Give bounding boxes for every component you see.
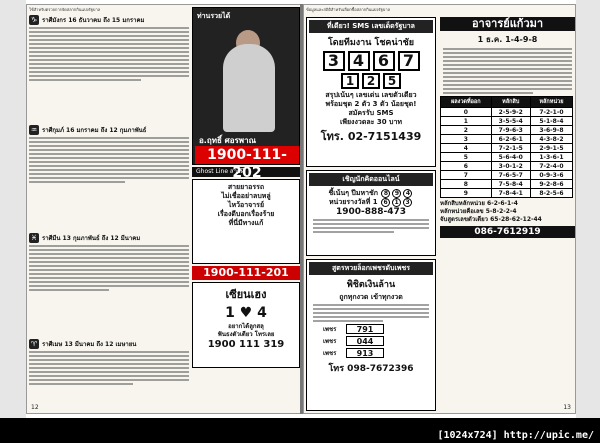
lucky-number: 5 — [383, 73, 401, 89]
right-page — [303, 4, 576, 414]
column-phone: 086-7612919 — [440, 226, 575, 238]
sms-line: สมัครรับ SMS — [348, 109, 394, 117]
page-number: 12 — [31, 404, 39, 411]
sms-phone — [309, 127, 433, 145]
invite-phone: 1900-888-473 — [335, 207, 407, 217]
invite-text: หน่วยรางวัลที่ 1 — [328, 198, 378, 206]
table-cell: 9 — [441, 189, 492, 198]
table-cell: 1-3-6-1 — [530, 153, 572, 162]
fortune-teller-name: อ.ฤทธิ์ ศอรพาณ — [199, 136, 256, 145]
seiang-heng-ad — [192, 282, 300, 368]
slogan-line: เรื่องดีบอกเรื่องร้าย — [217, 210, 275, 218]
horoscope-capricorn — [29, 15, 189, 83]
zodiac-icon: ♒ — [30, 126, 38, 134]
table-cell: 0-9-3-6 — [530, 171, 572, 180]
formula-label: เพชร — [323, 326, 337, 333]
sms-lottery-ad — [306, 17, 436, 167]
circled-digit: 8 — [381, 189, 390, 198]
sms-line: สรุปเน้นๆ เลขเด่น เลขตัวเดียว — [325, 91, 417, 99]
zodiac-icon: ♈ — [30, 340, 38, 348]
scan-edge-left — [0, 0, 26, 443]
lucky-number: 2 — [362, 73, 380, 89]
formula-line: ถูกทุกงวด เข้าทุกงวด — [339, 293, 403, 301]
formula-label: เพชร — [323, 338, 337, 345]
right-left-column — [306, 17, 436, 411]
horoscope-date: ราศีมีน 13 กุมภาพันธ์ ถึง 12 มีนาคม — [42, 235, 141, 242]
table-cell: 7-6-5-7 — [491, 171, 530, 180]
second-hotline: 1900-111-201 — [192, 266, 300, 280]
table-row — [441, 189, 573, 198]
table-cell: 6-2-6-1 — [491, 135, 530, 144]
results-header-row — [441, 97, 573, 108]
circled-digit: 9 — [392, 189, 401, 198]
ghost-line-banner: Ghost Line สายผี — [192, 167, 300, 177]
invite-text: ชี้เน้นๆ ปีมหาชัก — [328, 189, 379, 197]
table-cell: 9-2-8-6 — [530, 180, 572, 189]
circled-digit: 3 — [403, 198, 412, 207]
formula-title: สูตรหวยล็อกเพชรดับเพชร — [309, 262, 433, 275]
circled-digit: 1 — [392, 198, 401, 207]
table-row — [441, 135, 573, 144]
portrait-body — [223, 44, 275, 132]
table-cell: 3 — [441, 135, 492, 144]
table-cell: 7-9-6-3 — [491, 126, 530, 135]
table-cell: 0 — [441, 108, 492, 117]
formula-phone: โทร 098-7672396 — [328, 364, 414, 374]
table-row — [441, 162, 573, 171]
formula-value: 913 — [346, 348, 384, 358]
table-cell: 4-3-8-2 — [530, 135, 572, 144]
right-header-text: ข้อมูลและสถิติสำหรับเลือกซื้อสลากกินแบ่งรัฐบาล — [306, 7, 391, 12]
lucky-number: 7 — [398, 51, 420, 71]
table-cell: 7-5-8-4 — [491, 180, 530, 189]
table-cell: 3-5-5-4 — [491, 117, 530, 126]
table-cell: 6 — [441, 162, 492, 171]
horoscope-pisces — [29, 233, 189, 293]
horoscope-text-lines — [29, 351, 189, 385]
hotline-number: 1900-111-202 — [195, 146, 299, 164]
table-cell: 2-9-1-5 — [530, 144, 572, 153]
table-cell: 1 — [441, 117, 492, 126]
slogan-line: สายยาอรรถ — [227, 183, 265, 191]
formula-value: 044 — [346, 336, 384, 346]
table-row — [441, 180, 573, 189]
table-cell: 2 — [441, 126, 492, 135]
sms-subtitle: โดยทีมงาน โชคน่าชัย — [327, 38, 415, 48]
formula-row — [309, 348, 433, 358]
lucky-number-row-1 — [309, 51, 433, 71]
result-line: หลักสิบหลักหน่วย 6-2-6-1-4 — [440, 200, 518, 207]
table-cell: 7-2-4-0 — [530, 162, 572, 171]
zodiac-icon: ♑ — [30, 16, 38, 24]
horoscope-aries — [29, 339, 189, 387]
horoscope-date: ราศีมังกร 16 ธันวาคม ถึง 15 มกราคม — [42, 17, 145, 24]
sms-phone-label: โทร. — [320, 130, 344, 143]
table-cell: 3-0-1-2 — [491, 162, 530, 171]
table-row — [441, 153, 573, 162]
table-cell: 7 — [441, 171, 492, 180]
horoscope-text-lines — [29, 245, 189, 291]
upload-watermark: [1024x724] http://upic.me/ — [437, 430, 594, 441]
table-cell: 4 — [441, 144, 492, 153]
heart-icon: 1 ♥ 4 — [225, 305, 267, 321]
results-footnote — [440, 200, 575, 224]
left-page — [26, 4, 301, 414]
table-row — [441, 117, 573, 126]
col-header: ผลงวดที่ออก — [441, 97, 492, 108]
sms-phone-number: 02-7151439 — [347, 130, 422, 143]
seiang-phone: 1900 111 319 — [207, 339, 285, 350]
slogan-line: ที่นี่มีทางแก้ — [228, 219, 264, 227]
horoscope-text-lines — [29, 27, 189, 81]
slogan-line: ไหว้อาจารย์ — [227, 201, 265, 209]
lucky-number: 4 — [348, 51, 370, 71]
table-cell: 8-2-5-6 — [530, 189, 572, 198]
table-cell: 3-6-9-8 — [530, 126, 572, 135]
table-cell: 7-2-1-0 — [530, 108, 572, 117]
seiang-subtitle: อยากได้ลูกสลุ — [228, 323, 264, 330]
formula-row — [309, 336, 433, 346]
formula-row — [309, 324, 433, 334]
table-cell: 5 — [441, 153, 492, 162]
lucky-number: 6 — [373, 51, 395, 71]
scan-edge-right — [576, 0, 600, 443]
table-cell: 2-5-9-2 — [491, 108, 530, 117]
sms-title: ที่เดียว! SMS เลขเด็ดรัฐบาล — [309, 20, 433, 33]
seiang-title: เซียนเฮง — [225, 288, 267, 301]
invite-line-2 — [309, 198, 433, 207]
col-header: หลักหน่วย — [530, 97, 572, 108]
formula-value: 791 — [346, 324, 384, 334]
horoscope-date: ราศีกุมภ์ 16 มกราคม ถึง 12 กุมภาพันธ์ — [42, 127, 147, 134]
table-cell: 8 — [441, 180, 492, 189]
table-row — [441, 144, 573, 153]
result-line: จับสูตรเลขตัวเดียว 65-28-62-12-44 — [440, 216, 542, 223]
right-right-column — [440, 17, 575, 238]
lucky-number: 1 — [341, 73, 359, 89]
sms-line: พร้อมชุด 2 ตัว 3 ตัว น้อยชุด! — [325, 100, 417, 108]
left-header-text: ใช้สำหรับตรวจการจัดสลากกินแบ่งรัฐบาล — [29, 7, 101, 12]
invite-title: เชิญนักคิดออนไลน์ — [309, 173, 433, 186]
zodiac-icon: ♓ — [30, 234, 38, 242]
results-table — [440, 96, 573, 198]
online-thinker-ad — [306, 170, 436, 256]
lucky-number-row-2 — [309, 73, 433, 89]
ad-title: ท่านรวยได้ — [197, 12, 231, 20]
formula-ad — [306, 259, 436, 411]
table-cell: 7-8-4-1 — [491, 189, 530, 198]
circled-digit: 6 — [381, 198, 390, 207]
table-cell: 5-1-8-4 — [530, 117, 572, 126]
column-title: อาจารย์แก้วมา — [440, 17, 575, 31]
slogan-line: ไม่เชื่ออย่าลบหลู่ — [221, 192, 271, 200]
fortune-ad-column — [192, 7, 300, 368]
sms-line: เพียงงวดละ 30 บาท — [339, 118, 403, 126]
ad-slogan-box — [192, 179, 300, 264]
column-date: 1 ธ.ค. 1-4-9-8 — [477, 35, 538, 44]
page-number: 13 — [563, 404, 571, 411]
table-cell: 7-2-1-5 — [491, 144, 530, 153]
lucky-number: 3 — [323, 51, 345, 71]
formula-subtitle: พิชิตเงินล้าน — [346, 280, 396, 290]
seiang-subtitle-2: ฟันธงตัวเดียว โทรเลย — [217, 331, 275, 338]
image-footer-bar — [0, 418, 600, 443]
table-row — [441, 126, 573, 135]
horoscope-date: ราศีเมษ 13 มีนาคม ถึง 12 เมษายน — [42, 341, 137, 348]
table-row — [441, 171, 573, 180]
horoscope-text-lines — [29, 137, 189, 183]
result-line: หลักหน่วยคือเลข 5-8-2-2-4 — [440, 208, 517, 215]
horoscope-aquarius — [29, 125, 189, 185]
formula-label: เพชร — [323, 350, 337, 357]
table-cell: 5-6-4-0 — [491, 153, 530, 162]
invite-line-1 — [309, 189, 433, 198]
circled-digit: 4 — [403, 189, 412, 198]
col-header: หลักสิบ — [491, 97, 530, 108]
table-row — [441, 108, 573, 117]
